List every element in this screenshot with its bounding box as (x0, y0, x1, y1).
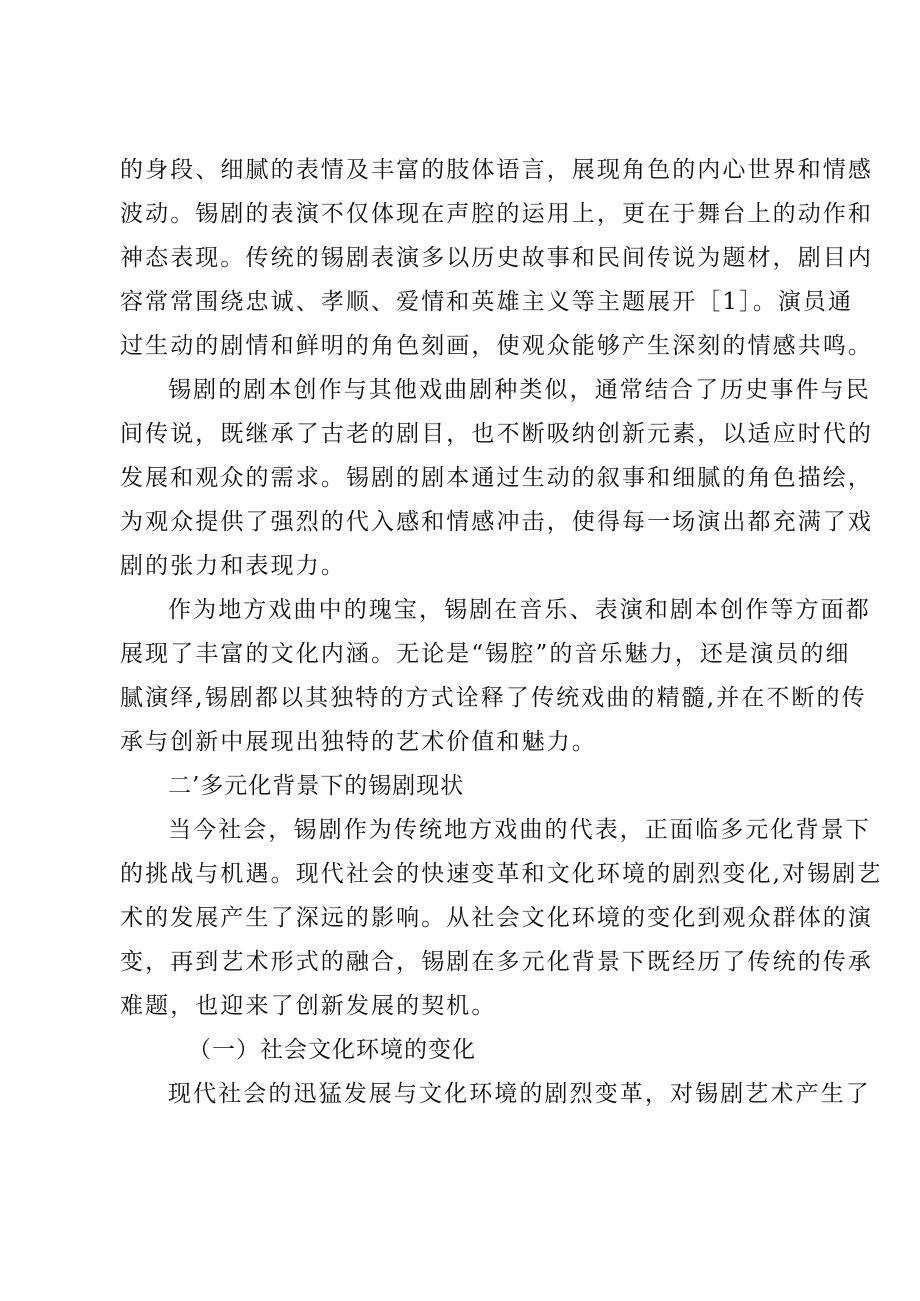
body-text-line: 当今社会，锡剧作为传统地方戏曲的代表，正面临多元化背景下 (168, 817, 871, 843)
body-text-line: 间传说，既继承了古老的剧目，也不断吸纳创新元素，以适应时代的 (120, 421, 873, 447)
body-text-line: 的挑战与机遇。现代社会的快速变革和文化环境的剧烈变化,对锡剧艺 (120, 861, 883, 887)
body-text-line: 的身段、细腻的表情及丰富的肢体语言，展现角色的内心世界和情感 (120, 157, 873, 183)
body-text-line: 展现了丰富的文化内涵。无论是“锡腔”的音乐魅力，还是演员的细 (120, 641, 851, 667)
body-text-line: 术的发展产生了深远的影响。从社会文化环境的变化到观众群体的演 (120, 905, 873, 931)
body-text-line: 难题，也迎来了创新发展的契机。 (120, 993, 497, 1019)
body-text-line: 容常常围绕忠诚、孝顺、爱情和英雄主义等主题展开［1］。演员通 (120, 289, 854, 315)
body-text-line: 过生动的剧情和鲜明的角色刻画，使观众能够产生深刻的情感共鸣。 (120, 333, 873, 359)
document-body (120, 148, 883, 1116)
body-text-line: 承与创新中展现出独特的艺术价值和魅力。 (120, 729, 597, 755)
body-text-line: 腻演绎,锡剧都以其独特的方式诠释了传统戏曲的精髓,并在不断的传 (120, 685, 867, 711)
body-text-line: 锡剧的剧本创作与其他戏曲剧种类似，通常结合了历史事件与民 (168, 377, 871, 403)
body-text-line: 发展和观众的需求。锡剧的剧本通过生动的叙事和细腻的角色描绘， (120, 465, 873, 491)
subsection-heading: （一）社会文化环境的变化 (188, 1037, 476, 1063)
section-heading: 二’多元化背景下的锡剧现状 (168, 773, 465, 799)
body-text-line: 为观众提供了强烈的代入感和情感冲击，使得每一场演出都充满了戏 (120, 509, 873, 535)
body-text-line: 神态表现。传统的锡剧表演多以历史故事和民间传说为题材，剧目内 (120, 245, 873, 271)
body-text-line: 现代社会的迅猛发展与文化环境的剧烈变革，对锡剧艺术产生了 (168, 1081, 871, 1107)
body-text-line: 作为地方戏曲中的瑰宝，锡剧在音乐、表演和剧本创作等方面都 (168, 597, 871, 623)
body-text-line: 波动。锡剧的表演不仅体现在声腔的运用上，更在于舞台上的动作和 (120, 201, 873, 227)
body-text-line: 变，再到艺术形式的融合，锡剧在多元化背景下既经历了传统的传承 (120, 949, 873, 975)
body-text-line: 剧的张力和表现力。 (120, 553, 346, 579)
